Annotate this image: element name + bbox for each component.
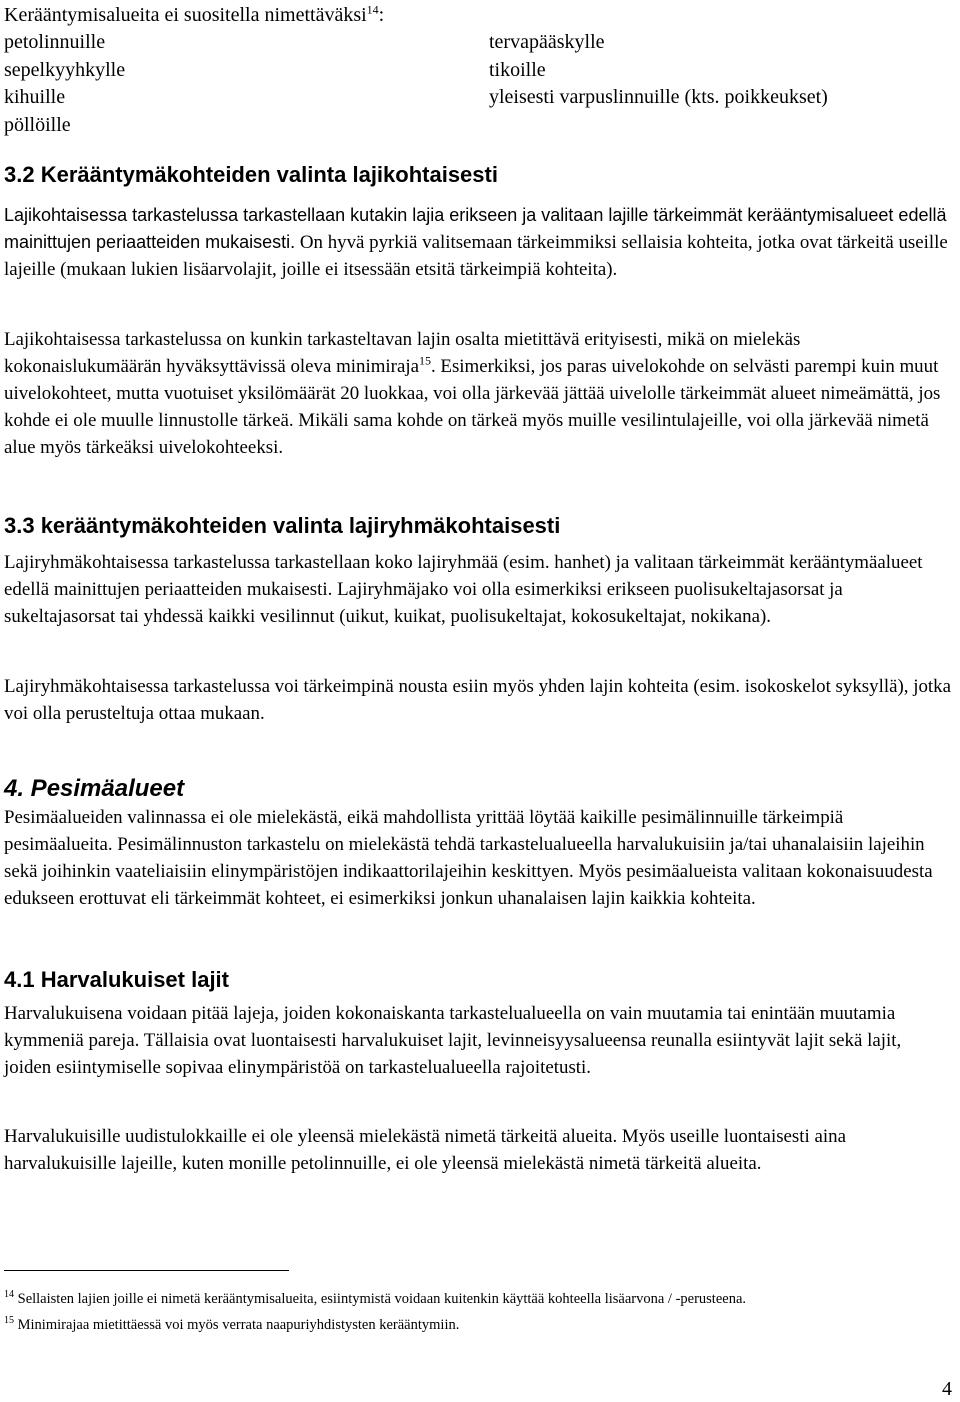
page-number: 4 xyxy=(942,1378,952,1400)
species-item: petolinnuille xyxy=(4,31,106,53)
species-item: tikoille xyxy=(489,58,546,81)
paragraph xyxy=(4,202,952,283)
species-item: kihuille xyxy=(4,86,66,108)
species-list-left xyxy=(4,29,125,139)
footnote-text: Sellaisten lajien joille ei nimetä kerääntymisalueita, esiintymistä voidaan kuitenkin käyttää kohteella lisäarvona / -perusteena. xyxy=(17,1291,747,1307)
intro-line xyxy=(4,2,384,30)
paragraph: Pesimäalueiden valinnassa ei ole mielekästä, eikä mahdollista yrittää löytää kaikille pesimälinnuille tärkeimpiä pesimäalueita. Pesimälinnuston tarkastelu on mielekästä tehdä tarkastelualueella harvalukuisiin ja/tai uhanalaisiin lajeihin sekä joihinkin vaateliaisiin elinympäristöjen indikaattorilajeihin keskittyen. Myös pesimäalueista valitaan kokonaisuudesta edukseen erottuvat eli tärkeimmät kohteet, ei esimerkiksi jonkun uhanalaisen lajin kaikkia kohteita. xyxy=(4,807,933,909)
footnote-15 xyxy=(4,1316,459,1334)
paragraph-sans-part: Lajikohtaisessa tarkastelussa tarkastellaan kutakin lajia erikseen ja valitaan lajille tärkeimmät kerääntymisalueet edellä mainittujen periaatteiden mukaisesti. xyxy=(4,205,947,252)
species-item: tervapääskylle xyxy=(489,31,605,53)
footnote-ref-14: 14 xyxy=(366,2,379,17)
section-heading-3-2: 3.2 Kerääntymäkohteiden valinta lajikohtaisesti xyxy=(4,162,498,187)
footnote-divider xyxy=(4,1270,289,1271)
footnote-text: Minimirajaa mietittäessä voi myös verrata naapuriyhdistysten kerääntymiin. xyxy=(17,1317,460,1333)
section-heading-4: 4. Pesimäalueet xyxy=(4,775,185,802)
species-list-right xyxy=(489,29,828,112)
section-heading-3-3: 3.3 kerääntymäkohteiden valinta lajiryhmäkohtaisesti xyxy=(4,513,561,538)
paragraph-text: . Esimerkiksi, jos paras uivelokohde on selvästi parempi kuin muut uivelokohteet, mutta vuotuiset yksilömäärät 20 luokkaa, voi olla järkevää jättää uivelolle tärkeimmät alueet nimeämättä, jos kohde ei ole muulle linnustolle tärkeä. Mikäli sama kohde on tärkeä myös muille vesilintulajeille, voi olla järkevää nimetä alue myös tärkeäksi uivelokohteeksi. xyxy=(4,356,941,458)
section-heading-4-1: 4.1 Harvalukuiset lajit xyxy=(4,967,229,992)
footnote-number: 15 xyxy=(4,1315,14,1327)
footnote-14 xyxy=(4,1290,746,1308)
paragraph: Harvalukuisena voidaan pitää lajeja, joiden kokonaiskanta tarkastelualueella on vain muutamia tai enintään muutamia kymmeniä pareja. Tällaisia ovat luontaisesti harvalukuiset lajit, levinneisyysalueensa reunalla esiintyvät lajit sekä lajit, joiden esiintymiselle sopivaa elinympäristöä on tarkastelualueella rajoitetusti. xyxy=(4,1003,902,1078)
paragraph: Lajiryhmäkohtaisessa tarkastelussa tarkastellaan koko lajiryhmää (esim. hanhet) ja valitaan tärkeimmät kerääntymäalueet edellä mainittujen periaatteiden mukaisesti. Lajiryhmäjako voi olla esimerkiksi erikseen puolisukeltajasorsat ja sukeltajasorsat tai yhdessä kaikki vesilinnut (uikut, kuikat, puolisukeltajat, kokosukeltajat, nokikana). xyxy=(4,552,923,627)
species-item: sepelkyyhkylle xyxy=(4,58,126,81)
intro-colon: : xyxy=(378,4,385,26)
intro-text: Kerääntymisalueita ei suositella nimettäväksi xyxy=(4,4,367,26)
paragraph: Lajiryhmäkohtaisessa tarkastelussa voi tärkeimpinä nousta esiin myös yhden lajin kohteita (esim. isokoskelot syksyllä), jotka voi olla perusteltuja ottaa mukaan. xyxy=(4,676,951,724)
paragraph-text: Lajikohtaisessa tarkastelussa on kunkin tarkasteltavan lajin osalta mietittävä erityisesti, mikä on mielekäs kokonaislukumäärän hyväksyttävissä oleva minimiraja xyxy=(4,329,801,377)
footnote-ref-15: 15 xyxy=(418,353,431,368)
paragraph-serif-part: On hyvä pyrkiä valitsemaan tärkeimmiksi sellaisia kohteita, jotka ovat tärkeitä useille lajeille (mukaan lukien lisäarvolajit, joille ei itsessään etsitä tärkeimpiä kohteita). xyxy=(4,232,948,280)
species-item: pöllöille xyxy=(4,113,71,136)
species-item: yleisesti varpuslinnuille (kts. poikkeukset) xyxy=(489,86,828,108)
paragraph: Harvalukuisille uudistulokkaille ei ole yleensä mielekästä nimetä tärkeitä alueita. Myös useille luontaisesti aina harvalukuisille lajeille, kuten monille petolinnuille, ei ole yleensä mielekästä nimetä tärkeitä alueita. xyxy=(4,1126,846,1174)
footnote-number: 14 xyxy=(4,1289,14,1301)
paragraph xyxy=(4,326,952,461)
